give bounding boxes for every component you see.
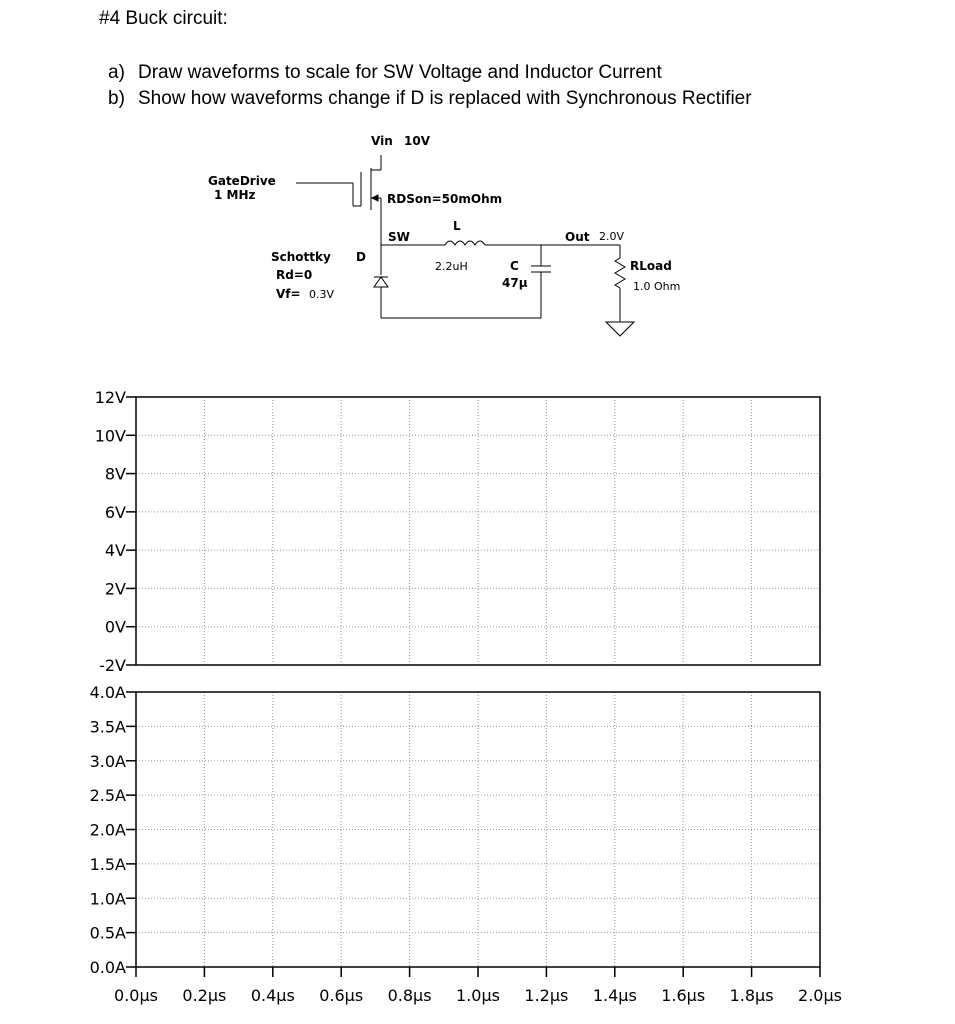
out-label: Out: [565, 230, 590, 244]
rload-value: 1.0 Ohm: [633, 280, 681, 293]
diode-rd: Rd=0: [276, 268, 313, 282]
xtick-label: 0.6µs: [319, 986, 364, 1005]
sw-node-label: SW: [388, 230, 410, 244]
rdson-label: RDSon=50mOhm: [387, 192, 503, 206]
current-ytick-label: 4.0A: [89, 683, 126, 702]
xtick-label: 1.2µs: [524, 986, 569, 1005]
current-ytick-label: 0.5A: [89, 923, 126, 943]
page-title: #4 Buck circuit:: [99, 8, 228, 29]
gate-drive-label: GateDrive: [208, 174, 276, 188]
voltage-ytick-label: 2V: [104, 579, 126, 599]
gate-drive-freq: 1 MHz: [214, 188, 256, 202]
inductor-value: 2.2uH: [435, 260, 468, 273]
voltage-ytick-label: 10V: [94, 426, 126, 446]
voltage-ytick-label: 0V: [104, 617, 126, 637]
xtick-label: 0.2µs: [182, 986, 227, 1005]
xtick-label: 1.4µs: [592, 986, 637, 1005]
current-ytick-label: 0.0A: [89, 958, 126, 977]
xtick-label: 1.6µs: [661, 986, 706, 1005]
question-a-text: Draw waveforms to scale for SW Voltage and Inductor Current: [138, 62, 662, 83]
inductor-name: L: [453, 219, 461, 233]
xtick-label: 2.0µs: [798, 986, 842, 1005]
current-ytick-label: 3.5A: [89, 717, 126, 737]
diode-vf-value: 0.3V: [309, 288, 335, 301]
xtick-label: 0.0µs: [114, 986, 158, 1005]
rload-name: RLoad: [630, 259, 672, 273]
voltage-plot-frame: [136, 397, 820, 665]
voltage-ytick-label: 4V: [104, 541, 126, 561]
vin-label: Vin: [371, 134, 393, 148]
diode-name: D: [356, 250, 366, 264]
cap-name: C: [510, 259, 519, 273]
current-ytick-label: 2.5A: [89, 786, 126, 806]
question-b-text: Show how waveforms change if D is replaced with Synchronous Rectifier: [138, 88, 752, 109]
cap-value: 47µ: [502, 276, 528, 290]
voltage-ytick-label: -2V: [99, 656, 126, 675]
current-ytick-label: 1.5A: [89, 854, 126, 874]
vin-value: 10V: [404, 134, 430, 148]
xtick-label: 1.8µs: [729, 986, 774, 1005]
current-ytick-label: 2.0A: [89, 820, 126, 840]
voltage-ytick-label: 8V: [104, 464, 126, 484]
xtick-label: 0.8µs: [387, 986, 432, 1005]
xtick-label: 1.0µs: [456, 986, 500, 1005]
voltage-ytick-label: 6V: [104, 502, 126, 522]
question-a-label: a): [108, 62, 125, 83]
question-b-label: b): [108, 88, 125, 109]
current-ytick-label: 3.0A: [89, 751, 126, 771]
diode-type: Schottky: [271, 250, 331, 264]
out-value: 2.0V: [599, 230, 625, 243]
voltage-ytick-label: 12V: [94, 388, 126, 407]
xtick-label: 0.4µs: [250, 986, 295, 1005]
current-ytick-label: 1.0A: [89, 889, 126, 909]
diode-vf-label: Vf=: [276, 287, 301, 301]
